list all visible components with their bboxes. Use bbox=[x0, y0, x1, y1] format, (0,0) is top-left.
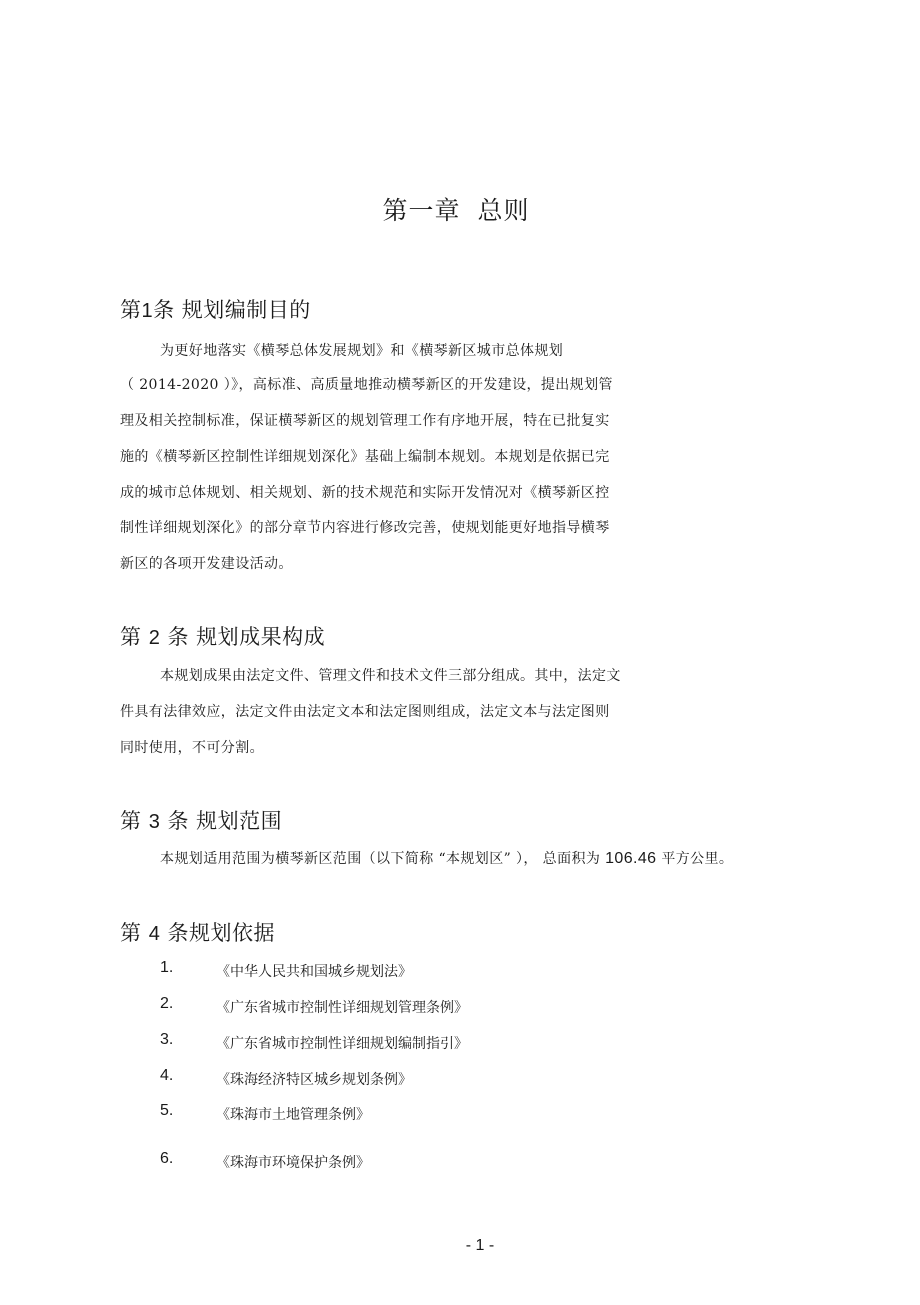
article-heading-prefix: 第 bbox=[120, 809, 149, 833]
article-heading-title: 条 规划范围 bbox=[160, 809, 283, 833]
article-heading-prefix: 第 bbox=[120, 625, 149, 649]
chapter-title: 第一章 总则 bbox=[382, 196, 530, 225]
paragraph-line: 施的《横琴新区控制性详细规划深化》基础上编制本规划。本规划是依据已完 bbox=[120, 449, 610, 465]
list-item: 《珠海市环境保护条例》 bbox=[216, 1155, 370, 1171]
paragraph-line: 本规划成果由法定文件、管理文件和技术文件三部分组成。其中，法定文 bbox=[160, 668, 621, 684]
article-heading-title: 条规划依据 bbox=[160, 921, 275, 945]
paragraph-line: 制性详细规划深化》的部分章节内容进行修改完善，使规划能更好地指导横琴 bbox=[120, 520, 610, 536]
paragraph-line: （ 2014-2020 ）》，高标准、高质量地推动横琴新区的开发建设，提出规划管 bbox=[120, 377, 613, 393]
article-heading-number: 4 bbox=[148, 923, 161, 945]
list-item-number: 6. bbox=[160, 1150, 174, 1167]
list-item: 《广东省城市控制性详细规划编制指引》 bbox=[216, 1036, 468, 1052]
article-heading-number: 3 bbox=[148, 811, 161, 833]
article-4-heading bbox=[120, 917, 275, 947]
article-heading-title: 条 规划成果构成 bbox=[160, 625, 326, 649]
list-item-number: 2. bbox=[160, 995, 174, 1012]
paragraph-line: 同时使用，不可分割。 bbox=[120, 740, 264, 756]
page-number: - 1 - bbox=[465, 1237, 495, 1254]
total-area-value: 106.46 bbox=[605, 850, 657, 867]
list-item: 《珠海经济特区城乡规划条例》 bbox=[216, 1072, 412, 1088]
paragraph-line: 成的城市总体规划、相关规划、新的技术规范和实际开发情况对《横琴新区控 bbox=[120, 485, 610, 501]
paragraph-line: 新区的各项开发建设活动。 bbox=[120, 556, 293, 572]
article-heading-title: 条 规划编制目的 bbox=[153, 298, 311, 322]
list-item: 《中华人民共和国城乡规划法》 bbox=[216, 964, 412, 980]
article-1-heading bbox=[120, 294, 311, 324]
list-item: 《广东省城市控制性详细规划管理条例》 bbox=[216, 1000, 468, 1016]
list-item-number: 5. bbox=[160, 1102, 174, 1119]
list-item-number: 3. bbox=[160, 1031, 174, 1048]
article-2-heading bbox=[120, 621, 325, 651]
list-item: 《珠海市土地管理条例》 bbox=[216, 1107, 370, 1123]
paragraph-line: 为更好地落实《横琴总体发展规划》和《横琴新区城市总体规划 bbox=[160, 343, 564, 359]
list-item-number: 1. bbox=[160, 959, 174, 976]
article-heading-prefix: 第 bbox=[120, 298, 142, 322]
paragraph-line: 件具有法律效应，法定文件由法定文本和法定图则组成，法定文本与法定图则 bbox=[120, 704, 610, 720]
area-unit: 平方公里。 bbox=[661, 851, 734, 867]
scope-text: 本规划适用范围为横琴新区范围（以下简称 “本规划区” ）， 总面积为 bbox=[160, 851, 601, 867]
paragraph-line: 理及相关控制标准，保证横琴新区的规划管理工作有序地开展，特在已批复实 bbox=[120, 413, 610, 429]
article-3-heading bbox=[120, 805, 282, 835]
article-heading-prefix: 第 bbox=[120, 921, 149, 945]
paragraph-line bbox=[160, 848, 733, 868]
list-item-number: 4. bbox=[160, 1067, 174, 1084]
article-heading-number: 2 bbox=[148, 627, 161, 649]
article-heading-number: 1 bbox=[141, 300, 154, 322]
